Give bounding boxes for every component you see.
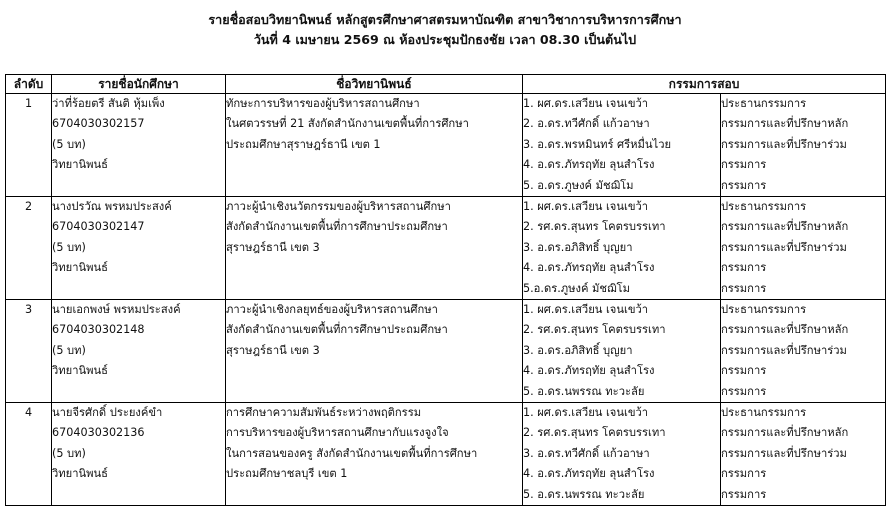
thesis-title-line: ภาวะผู้นำเชิงกลยุทธ์ของผู้บริหารสถานศึกษา xyxy=(226,303,438,316)
committee-roles-cell xyxy=(721,197,886,300)
committee-role: ประธานกรรมการ xyxy=(721,97,807,110)
table-row xyxy=(6,197,886,300)
committee-role: ประธานกรรมการ xyxy=(721,406,807,419)
student-info-line: 6704030302157 xyxy=(52,117,145,131)
student-cell xyxy=(52,300,226,403)
thesis-title-line: สังกัดสำนักงานเขตพื้นที่การศึกษาประถมศึกษา xyxy=(226,220,448,234)
row-number-cell xyxy=(6,197,52,300)
row-number: 1 xyxy=(24,97,33,110)
student-cell xyxy=(52,94,226,197)
thesis-cell xyxy=(226,300,523,403)
student-info-line: วิทยานิพนธ์ xyxy=(52,467,108,481)
student-info-line: นางปรวัณ พรหมประสงค์ xyxy=(52,200,172,213)
committee-role: กรรมการ xyxy=(721,281,767,295)
committee-role: กรรมการและที่ปรึกษาร่วม xyxy=(721,446,847,460)
committee-member: 1. ผศ.ดร.เสวียน เจนเขว้า xyxy=(523,200,649,213)
committee-members-cell xyxy=(523,197,721,300)
student-info-line: (5 บท) xyxy=(52,240,86,254)
row-number-cell xyxy=(6,300,52,403)
student-info-line: นายเอกพงษ์ พรหมประสงค์ xyxy=(52,303,181,316)
student-info-line: ว่าที่ร้อยตรี สันติ หุ้มเพ็ง xyxy=(52,97,165,110)
student-cell xyxy=(52,403,226,506)
committee-roles-cell xyxy=(721,94,886,197)
thesis-title-line: สังกัดสำนักงานเขตพื้นที่การศึกษาประถมศึกษา xyxy=(226,323,448,337)
table-body xyxy=(6,94,886,506)
committee-member: 3. อ.ดร.พรหมินทร์ ศรีหมื่นไวย xyxy=(523,137,672,151)
row-number: 4 xyxy=(24,406,33,419)
thesis-title-line: สุราษฎร์ธานี เขต 3 xyxy=(226,240,320,254)
thesis-cell xyxy=(226,197,523,300)
document-subtitle: วันที่ 4 เมษายน 2569 ณ ห้องประชุมปักธงชัย เวลา 08.30 เป็นต้นไป xyxy=(253,32,637,47)
committee-member: 2. อ.ดร.ทวีศักดิ์ แก้วอาษา xyxy=(523,117,650,131)
committee-member: 2. รศ.ดร.สุนทร โคตรบรรเทา xyxy=(523,426,666,440)
table-row xyxy=(6,94,886,197)
column-header-student: รายชื่อนักศึกษา xyxy=(52,75,226,94)
table-row xyxy=(6,403,886,506)
exam-schedule-table xyxy=(5,74,886,506)
row-number-cell xyxy=(6,94,52,197)
committee-role: กรรมการและที่ปรึกษาร่วม xyxy=(721,343,847,357)
committee-role: กรรมการ xyxy=(721,364,767,378)
table-header-row xyxy=(6,75,886,94)
thesis-title-line: ภาวะผู้นำเชิงนวัตกรรมของผู้บริหารสถานศึกษา xyxy=(226,200,451,213)
row-number-cell xyxy=(6,403,52,506)
thesis-title-line: ประถมศึกษาสุราษฎร์ธานี เขต 1 xyxy=(226,137,381,151)
student-info-line: นายจีรศักดิ์ ประยงค์ขำ xyxy=(52,406,163,419)
thesis-title-line: ในการสอนของครู สังกัดสำนักงานเขตพื้นที่การศึกษา xyxy=(226,446,478,460)
student-info-line: วิทยานิพนธ์ xyxy=(52,158,108,172)
student-info-line: 6704030302148 xyxy=(52,323,145,337)
thesis-cell xyxy=(226,403,523,506)
student-info-line: 6704030302136 xyxy=(52,426,145,440)
committee-member: 3. อ.ดร.ทวีศักดิ์ แก้วอาษา xyxy=(523,446,650,460)
thesis-title-line: ประถมศึกษาชลบุรี เขต 1 xyxy=(226,467,348,481)
committee-role: กรรมการ xyxy=(721,487,767,501)
document-header xyxy=(0,10,890,50)
committee-member: 4. อ.ดร.ภัทรฤทัย ลุนสำโรง xyxy=(523,261,655,275)
committee-member: 1. ผศ.ดร.เสวียน เจนเขว้า xyxy=(523,406,649,419)
committee-roles-cell xyxy=(721,403,886,506)
committee-member: 4. อ.ดร.ภัทรฤทัย ลุนสำโรง xyxy=(523,467,655,481)
thesis-cell xyxy=(226,94,523,197)
thesis-title-line: การศึกษาความสัมพันธ์ระหว่างพฤติกรรม xyxy=(226,406,422,419)
committee-member: 3. อ.ดร.อภิสิทธิ์ บุญยา xyxy=(523,343,633,357)
committee-member: 3. อ.ดร.อภิสิทธิ์ บุญยา xyxy=(523,240,633,254)
committee-member: 5. อ.ดร.ภูษงค์ มัชฌิโม xyxy=(523,178,634,192)
student-info-line: (5 บท) xyxy=(52,446,86,460)
committee-role: กรรมการและที่ปรึกษาร่วม xyxy=(721,137,847,151)
committee-member: 4. อ.ดร.ภัทรฤทัย ลุนสำโรง xyxy=(523,364,655,378)
committee-member: 2. รศ.ดร.สุนทร โคตรบรรเทา xyxy=(523,220,666,234)
thesis-title-line: ทักษะการบริหารของผู้บริหารสถานศึกษา xyxy=(226,97,420,110)
student-info-line: วิทยานิพนธ์ xyxy=(52,364,108,378)
row-number: 2 xyxy=(24,200,33,213)
committee-members-cell xyxy=(523,403,721,506)
column-header-no: ลำดับ xyxy=(6,75,52,94)
student-info-line: วิทยานิพนธ์ xyxy=(52,261,108,275)
committee-member: 4. อ.ดร.ภัทรฤทัย ลุนสำโรง xyxy=(523,158,655,172)
thesis-title-line: ในศตวรรษที่ 21 สังกัดสำนักงานเขตพื้นที่การศึกษา xyxy=(226,117,469,131)
committee-member: 5. อ.ดร.นพรรณ ทะวะลัย xyxy=(523,487,645,501)
committee-member: 5. อ.ดร.นพรรณ ทะวะลัย xyxy=(523,384,645,398)
column-header-committee: กรรมการสอบ xyxy=(523,75,886,94)
committee-role: กรรมการและที่ปรึกษาหลัก xyxy=(721,220,849,234)
thesis-title-line: สุราษฎร์ธานี เขต 3 xyxy=(226,343,320,357)
committee-role: ประธานกรรมการ xyxy=(721,303,807,316)
committee-member: 2. รศ.ดร.สุนทร โคตรบรรเทา xyxy=(523,323,666,337)
committee-member: 1. ผศ.ดร.เสวียน เจนเขว้า xyxy=(523,97,649,110)
column-header-thesis: ชื่อวิทยานิพนธ์ xyxy=(226,75,523,94)
student-cell xyxy=(52,197,226,300)
table-row xyxy=(6,300,886,403)
committee-role: กรรมการ xyxy=(721,467,767,481)
committee-role: กรรมการและที่ปรึกษาร่วม xyxy=(721,240,847,254)
committee-role: กรรมการ xyxy=(721,261,767,275)
thesis-title-line: การบริหารของผู้บริหารสถานศึกษากับแรงจูงใจ xyxy=(226,426,449,440)
row-number: 3 xyxy=(24,303,33,316)
committee-role: กรรมการและที่ปรึกษาหลัก xyxy=(721,426,849,440)
committee-role: กรรมการ xyxy=(721,384,767,398)
committee-members-cell xyxy=(523,300,721,403)
student-info-line: 6704030302147 xyxy=(52,220,145,234)
committee-role: กรรมการและที่ปรึกษาหลัก xyxy=(721,117,849,131)
committee-role: กรรมการและที่ปรึกษาหลัก xyxy=(721,323,849,337)
committee-role: กรรมการ xyxy=(721,178,767,192)
document-title: รายชื่อสอบวิทยานิพนธ์ หลักสูตรศึกษาศาสตรมหาบัณฑิต สาขาวิชาการบริหารการศึกษา xyxy=(208,12,682,27)
committee-member: 1. ผศ.ดร.เสวียน เจนเขว้า xyxy=(523,303,649,316)
student-info-line: (5 บท) xyxy=(52,343,86,357)
committee-roles-cell xyxy=(721,300,886,403)
committee-members-cell xyxy=(523,94,721,197)
committee-role: ประธานกรรมการ xyxy=(721,200,807,213)
student-info-line: (5 บท) xyxy=(52,137,86,151)
committee-member: 5.อ.ดร.ภูษงค์ มัชฌิโม xyxy=(523,281,630,295)
committee-role: กรรมการ xyxy=(721,158,767,172)
